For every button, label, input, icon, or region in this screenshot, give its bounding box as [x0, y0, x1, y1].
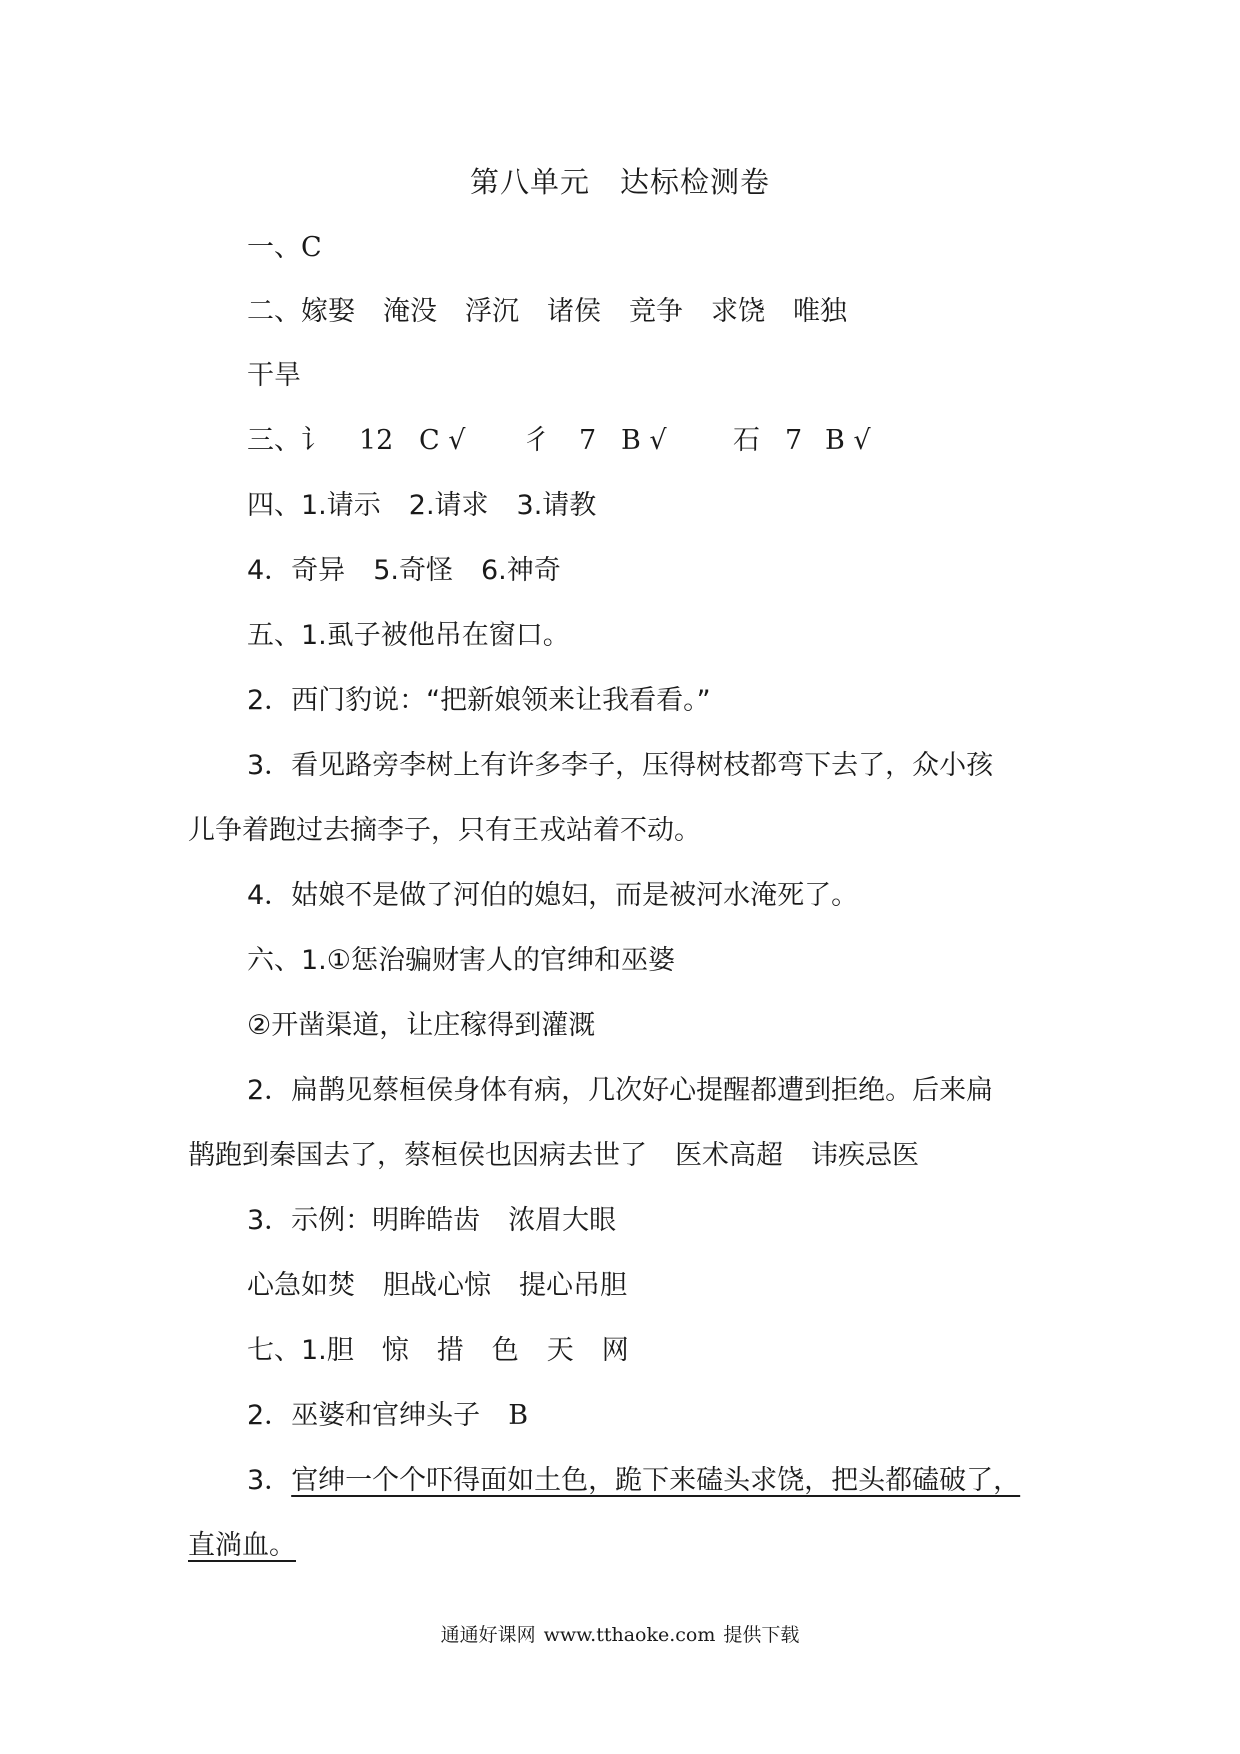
q7-char: 网 — [601, 1335, 629, 1366]
q7-item-3-prefix: 3． — [247, 1465, 292, 1496]
q7-item-2-choice: B — [508, 1400, 529, 1431]
q2-line-2 — [247, 356, 301, 396]
q7-char: 1.胆 — [301, 1335, 354, 1366]
q4-item: 1.请示 — [301, 490, 381, 521]
q3-radical: 石 — [733, 425, 760, 456]
q4-item: 6.神奇 — [480, 555, 561, 586]
q5-line-4 — [188, 811, 701, 851]
q7-char: 惊 — [381, 1335, 409, 1366]
q6-line-6 — [247, 1266, 627, 1306]
q4-item: 2.请求 — [408, 490, 489, 521]
q7-line-1 — [247, 1331, 629, 1371]
footer-note: 提供下载 — [723, 1624, 800, 1646]
q7-item-2: 2．巫婆和官绅头子 — [247, 1400, 481, 1431]
q3-choice: B √ — [621, 425, 667, 456]
q2-number: 二、 — [247, 296, 301, 327]
q5-item-1: 1.虱子被他吊在窗口。 — [301, 620, 570, 651]
q7-line-4 — [188, 1526, 296, 1566]
q3-strokes: 7 — [785, 425, 803, 456]
q6-line-5 — [247, 1201, 616, 1241]
page-title — [0, 160, 1240, 201]
title-part2: 达标检测卷 — [620, 165, 771, 199]
q3-number: 三、 — [247, 425, 301, 456]
q6-idiom: 胆战心惊 — [383, 1270, 491, 1301]
q6-line-1 — [247, 941, 675, 981]
q4-line-1 — [247, 486, 596, 526]
q6-example: 浓眉大眼 — [508, 1205, 617, 1236]
q2-word: 求饶 — [711, 296, 765, 327]
q3-radical: 彳 — [523, 425, 550, 456]
q6-item-1a: 1.①惩治骗财害人的官绅和巫婆 — [301, 945, 675, 976]
q6-example: 3．示例：明眸皓齿 — [247, 1205, 481, 1236]
q2-word-last: 干旱 — [247, 360, 301, 391]
q1-number: 一、 — [247, 232, 301, 263]
q5-number: 五、 — [247, 620, 301, 651]
page-footer — [0, 1620, 1240, 1647]
q7-char: 色 — [491, 1335, 519, 1366]
q2-word: 唯独 — [793, 296, 847, 327]
q4-number: 四、 — [247, 490, 301, 521]
footer-site: 通通好课网 — [440, 1624, 536, 1646]
q7-char: 天 — [546, 1335, 574, 1366]
q5-item-3a: 3．看见路旁李树上有许多李子，压得树枝都弯下去了，众小孩 — [247, 750, 994, 781]
q1-answer: C — [301, 232, 322, 263]
q3-strokes: 7 — [579, 425, 597, 456]
q3-choice: B √ — [825, 425, 871, 456]
q7-number: 七、 — [247, 1335, 301, 1366]
q7-line-3 — [247, 1461, 1020, 1501]
q6-idiom: 心急如焚 — [247, 1270, 355, 1301]
q4-item: 3.请教 — [516, 490, 597, 521]
q7-item-3b: 直淌血。 — [188, 1530, 296, 1561]
q5-item-3b: 儿争着跑过去摘李子，只有王戎站着不动。 — [188, 815, 701, 846]
q4-line-2 — [247, 551, 561, 591]
q1-line — [247, 228, 322, 268]
q4-item: 5.奇怪 — [373, 555, 453, 586]
q5-line-5 — [247, 876, 858, 916]
q3-radical: 讠 — [301, 425, 328, 456]
q7-char: 措 — [436, 1335, 464, 1366]
q6-answer: 医术高超 — [675, 1140, 783, 1171]
q6-answer: 讳疾忌医 — [811, 1140, 919, 1171]
q6-number: 六、 — [247, 945, 301, 976]
q2-word: 诸侯 — [547, 296, 601, 327]
q5-line-1 — [247, 616, 570, 656]
q3-line — [247, 421, 871, 461]
q6-item-1b: ②开凿渠道，让庄稼得到灌溉 — [247, 1010, 596, 1041]
q5-item-4: 4．姑娘不是做了河伯的媳妇，而是被河水淹死了。 — [247, 880, 859, 911]
q4-item: 4．奇异 — [247, 555, 346, 586]
q7-line-2 — [247, 1396, 528, 1436]
q6-line-3 — [247, 1071, 993, 1111]
q5-line-3 — [247, 746, 993, 786]
q5-line-2 — [247, 681, 711, 721]
q2-word: 竞争 — [629, 296, 683, 327]
q2-word: 浮沉 — [465, 296, 519, 327]
q7-item-3a: 官绅一个个吓得面如土色，跪下来磕头求饶，把头都磕破了， — [291, 1465, 1021, 1496]
q6-item-2b: 鹊跑到秦国去了，蔡桓侯也因病去世了 — [188, 1140, 647, 1171]
q5-item-2: 2．西门豹说：“把新娘领来让我看看。” — [247, 685, 711, 716]
q6-line-4 — [188, 1136, 919, 1176]
q6-item-2a: 2．扁鹊见蔡桓侯身体有病，几次好心提醒都遭到拒绝。后来扁 — [247, 1075, 994, 1106]
q3-strokes: 12 — [359, 425, 394, 456]
q2-word: 淹没 — [383, 296, 437, 327]
q6-line-2 — [247, 1006, 595, 1046]
title-part1: 第八单元 — [469, 165, 590, 199]
q6-idiom: 提心吊胆 — [519, 1270, 627, 1301]
q3-choice: C √ — [419, 425, 466, 456]
q2-line — [247, 292, 847, 332]
q2-word: 嫁娶 — [301, 296, 355, 327]
footer-url: www.tthaoke.com — [543, 1624, 716, 1646]
